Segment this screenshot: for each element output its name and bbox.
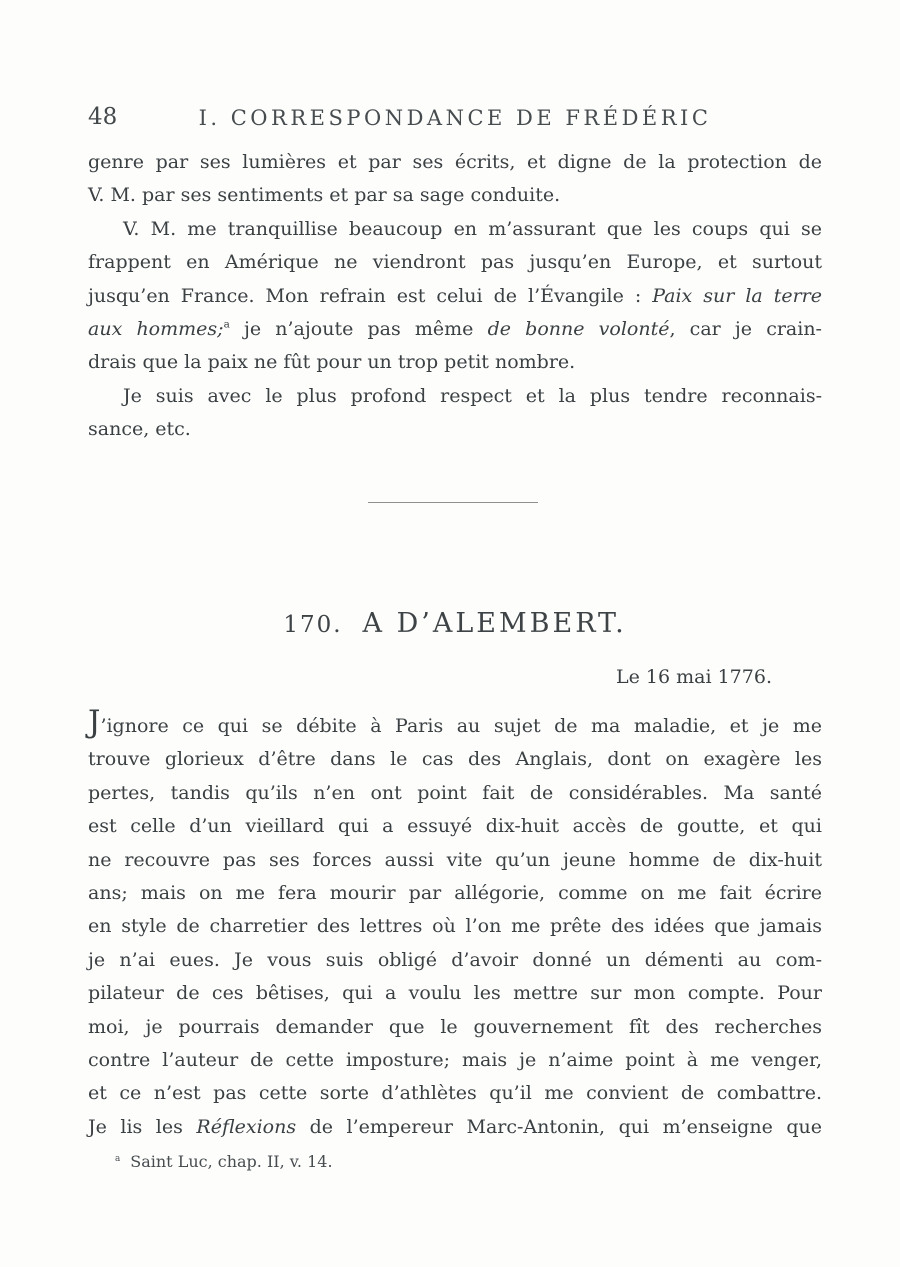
paragraph-line: [88, 246, 822, 279]
footnote-marker: a: [115, 1153, 121, 1164]
line-text: frappent en Amérique ne viendront pas jusqu’en Europe, et surtout: [88, 251, 822, 274]
line-text: moi, je pourrais demander que le gouvernement fît des recherches: [88, 1015, 822, 1038]
line-text: , car je crain-: [669, 318, 822, 341]
line-text: contre l’auteur de cette imposture; mais je n’aime point à me venger,: [88, 1049, 822, 1072]
line-text: Je suis avec le plus profond respect et la plus tendre reconnais-: [123, 384, 822, 407]
letter-number: 170.: [283, 612, 343, 638]
paragraph-line: [88, 844, 822, 877]
line-text: drais que la paix ne fût pour un trop petit nombre.: [88, 351, 576, 374]
line-text: ans; mais on me fera mourir par allégorie, comme on me fait écrire: [88, 882, 822, 905]
italic-citation: aux hommes;: [88, 318, 224, 341]
line-text: sance, etc.: [88, 418, 191, 441]
paragraph-line: [88, 380, 822, 413]
footnote: [88, 1152, 822, 1171]
paragraph-line: [88, 704, 822, 743]
paragraph-line: [88, 280, 822, 313]
paragraph-line: [88, 877, 822, 910]
italic-book-title: Réflexions: [196, 1115, 297, 1138]
italic-citation: de bonne volonté: [487, 318, 670, 341]
paragraph-line: [88, 910, 822, 943]
letter-body: [88, 704, 822, 1144]
italic-citation: Paix sur la terre: [652, 284, 822, 307]
line-text: je n’ajoute pas même: [229, 318, 488, 341]
paragraph-line: [88, 346, 822, 379]
paragraph-line: [88, 1111, 822, 1144]
paragraph-line: [88, 313, 822, 346]
paragraph-line: [88, 213, 822, 246]
paragraph-line: [88, 413, 822, 446]
line-text: genre par ses lumières et par ses écrits, et digne de la protection de: [88, 151, 822, 173]
line-text: V. M. par ses sentiments et par sa sage conduite.: [88, 184, 561, 207]
paragraph-line: [88, 1011, 822, 1044]
paragraph-line: [88, 146, 822, 179]
line-text: pertes, tandis qu’ils n’en ont point fait de considérables. Ma santé: [88, 781, 822, 804]
paragraph-line: [88, 810, 822, 843]
line-text: de l’empereur Marc-Antonin, qui m’enseigne que: [296, 1115, 822, 1138]
line-text: en style de charretier des lettres où l’on me prête des idées que jamais: [88, 915, 822, 938]
page-header: [88, 100, 822, 140]
line-text: je n’ai eues. Je vous suis obligé d’avoir donné un démenti au com-: [88, 948, 822, 971]
line-text: ne recouvre pas ses forces aussi vite qu’un jeune homme de dix-huit: [88, 848, 822, 871]
line-text: ’ignore ce qui se débite à Paris au sujet de ma maladie, et je me: [100, 715, 822, 737]
letter-title: A D’ALEMBERT.: [362, 608, 627, 639]
drop-cap: J: [88, 704, 101, 740]
line-text: jusqu’en France. Mon refrain est celui de l’Évangile :: [88, 284, 653, 307]
line-text: est celle d’un vieillard qui a essuyé dix-huit accès de goutte, et qui: [88, 815, 822, 838]
paragraph-line: [88, 977, 822, 1010]
paragraph-line: [88, 944, 822, 977]
paragraph-line: [88, 777, 822, 810]
line-text: V. M. me tranquillise beaucoup en m’assurant que les coups qui se: [123, 217, 822, 240]
paragraph-line: [88, 179, 822, 212]
line-text: et ce n’est pas cette sorte d’athlètes qu’il me convient de combattre.: [88, 1082, 822, 1105]
running-title: I. CORRESPONDANCE DE FRÉDÉRIC: [198, 106, 712, 130]
paragraph-line: [88, 743, 822, 776]
page-number: 48: [88, 104, 118, 130]
paragraph-line: [88, 1077, 822, 1110]
previous-letter-end: [88, 146, 822, 447]
section-divider: [368, 502, 538, 503]
line-text: trouve glorieux d’être dans le cas des Anglais, dont on exagère les: [88, 748, 822, 771]
line-text: pilateur de ces bêtises, qui a voulu les mettre sur mon compte. Pour: [88, 982, 822, 1005]
letter-date: Le 16 mai 1776.: [616, 666, 772, 688]
paragraph-line: [88, 1044, 822, 1077]
line-text: Je lis les: [88, 1115, 197, 1138]
footnote-text: Saint Luc, chap. II, v. 14.: [130, 1152, 333, 1171]
letter-heading: [88, 608, 822, 639]
footnote-reference: a: [223, 318, 230, 331]
